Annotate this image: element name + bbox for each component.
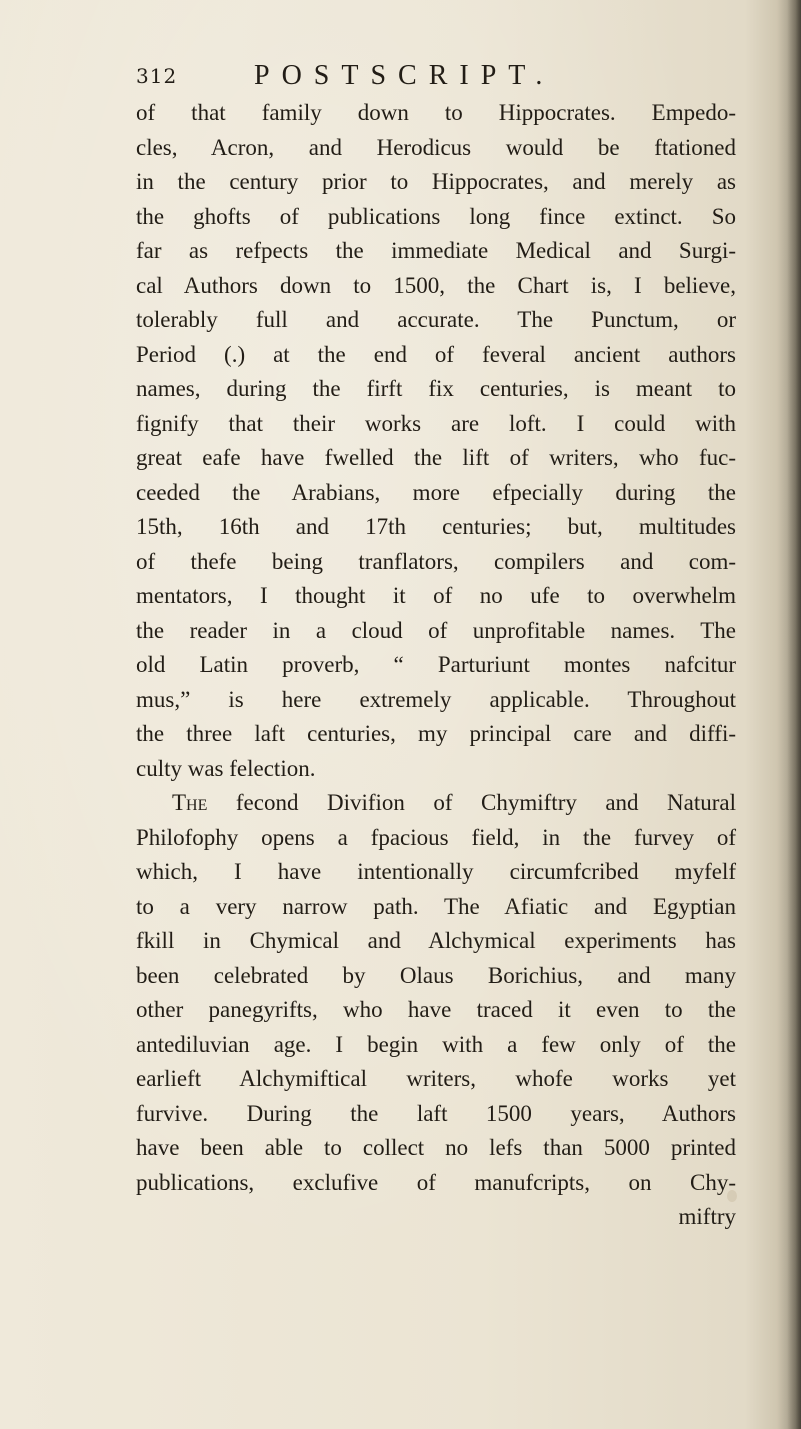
- text-line: mentators, I thought it of no ufe to overwhelm: [136, 583, 736, 608]
- paragraph-first-word: The: [172, 790, 208, 815]
- text-line: great eafe have fwelled the lift of writers, who fuc-: [136, 445, 736, 470]
- text-line: tolerably full and accurate. The Punctum, or: [136, 307, 736, 332]
- text-line: antediluvian age. I begin with a few only of the: [136, 1031, 736, 1057]
- page-number: 312: [136, 64, 178, 88]
- text-line: fkill in Chymical and Alchymical experiments has: [136, 928, 736, 953]
- text-line: the reader in a cloud of unprofitable names. The: [136, 617, 736, 643]
- text-line: culty was felection.: [136, 755, 316, 781]
- paragraph-opening-line: [136, 786, 736, 821]
- body-text: [136, 96, 736, 1235]
- text-line: the ghofts of publications long fince extinct. So: [136, 203, 736, 229]
- page-edge-shadow: [787, 0, 801, 1429]
- text-line: to a very narrow path. The Afiatic and Egyptian: [136, 893, 736, 919]
- text-line: cal Authors down to 1500, the Chart is, I believe,: [136, 272, 736, 298]
- text-line: Period (.) at the end of feveral ancient authors: [136, 341, 736, 367]
- text-line: ceeded the Arabians, more efpecially during the: [136, 479, 736, 505]
- catchword: miftry: [678, 1204, 736, 1229]
- text-line: 15th, 16th and 17th centuries; but, multitudes: [136, 514, 736, 539]
- text-line: Philofophy opens a fpacious field, in the furvey of: [136, 824, 736, 850]
- text-line: of that family down to Hippocrates. Empedo-: [136, 100, 736, 125]
- text-line: earlieft Alchymiftical writers, whofe works yet: [136, 1066, 736, 1091]
- text-line: mus,” is here extremely applicable. Throughout: [136, 686, 736, 712]
- text-line: been celebrated by Olaus Borichius, and many: [136, 962, 736, 988]
- text-line: fignify that their works are loft. I could with: [136, 410, 736, 436]
- text-line: names, during the firft fix centuries, is meant to: [136, 376, 736, 401]
- text-line: cles, Acron, and Herodicus would be ftationed: [136, 134, 736, 160]
- page-header: [136, 60, 736, 100]
- paragraph-first-line-rest: fecond Divifion of Chymiftry and Natural: [235, 790, 737, 815]
- text-line: which, I have intentionally circumfcribed myfelf: [136, 859, 736, 884]
- text-line: far as refpects the immediate Medical and Surgi-: [136, 238, 736, 263]
- text-line: other panegyrifts, who have traced it even to the: [136, 997, 736, 1022]
- text-line: the three laft centuries, my principal care and diffi-: [136, 721, 736, 746]
- text-line: of thefe being tranflators, compilers and com-: [136, 548, 736, 574]
- running-head: POSTSCRIPT.: [254, 60, 555, 91]
- text-line: furvive. During the laft 1500 years, Authors: [136, 1100, 736, 1126]
- text-line: have been able to collect no lefs than 5000 printed: [136, 1135, 736, 1160]
- text-line: old Latin proverb, “ Parturiunt montes nafcitur: [136, 652, 736, 677]
- text-line: in the century prior to Hippocrates, and merely as: [136, 169, 736, 194]
- text-line: publications, exclufive of manufcripts, on Chy-: [136, 1169, 736, 1195]
